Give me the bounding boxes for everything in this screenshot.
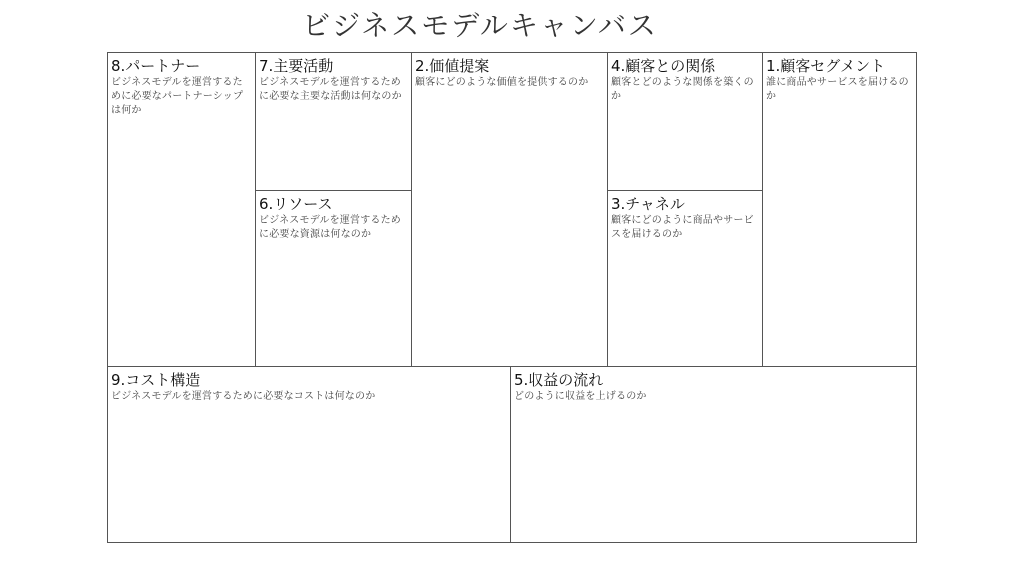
- block-heading: 4.顧客との関係: [611, 57, 716, 75]
- block-key-activities: [256, 53, 412, 191]
- block-heading: 7.主要活動: [259, 57, 334, 75]
- block-description: ビジネスモデルを運営するために必要な資源は何なのか: [259, 215, 401, 240]
- block-channels: [608, 191, 763, 367]
- block-customer-segments: [763, 53, 916, 367]
- block-description: 顧客とどのような関係を築くのか: [611, 77, 754, 102]
- block-heading: 3.チャネル: [611, 195, 685, 213]
- block-heading: 1.顧客セグメント: [766, 57, 886, 75]
- page-title: ビジネスモデルキャンバス: [302, 9, 658, 42]
- block-revenue-streams: [511, 367, 916, 542]
- block-cost-structure: [108, 367, 511, 542]
- block-description: どのように収益を上げるのか: [514, 391, 647, 402]
- block-heading: 2.価値提案: [415, 57, 490, 75]
- business-model-canvas: [107, 52, 917, 543]
- block-description: 顧客にどのように商品やサービスを届けるのか: [611, 215, 754, 240]
- block-heading: 9.コスト構造: [111, 371, 201, 389]
- block-heading: 8.パートナー: [111, 57, 201, 75]
- block-description: 顧客にどのような価値を提供するのか: [415, 77, 589, 88]
- block-key-resources: [256, 191, 412, 367]
- block-customer-relationships: [608, 53, 763, 191]
- block-heading: 5.収益の流れ: [514, 371, 604, 389]
- block-description: 誰に商品やサービスを届けるのか: [766, 77, 909, 102]
- block-description: ビジネスモデルを運営するために必要なコストは何なのか: [111, 391, 376, 402]
- block-value-propositions: [412, 53, 608, 367]
- block-heading: 6.リソース: [259, 195, 333, 213]
- block-description: ビジネスモデルを運営するために必要な主要な活動は何なのか: [259, 77, 402, 102]
- block-partners: [108, 53, 256, 367]
- block-description: ビジネスモデルを運営するために必要なパートナーシップは何か: [111, 77, 244, 116]
